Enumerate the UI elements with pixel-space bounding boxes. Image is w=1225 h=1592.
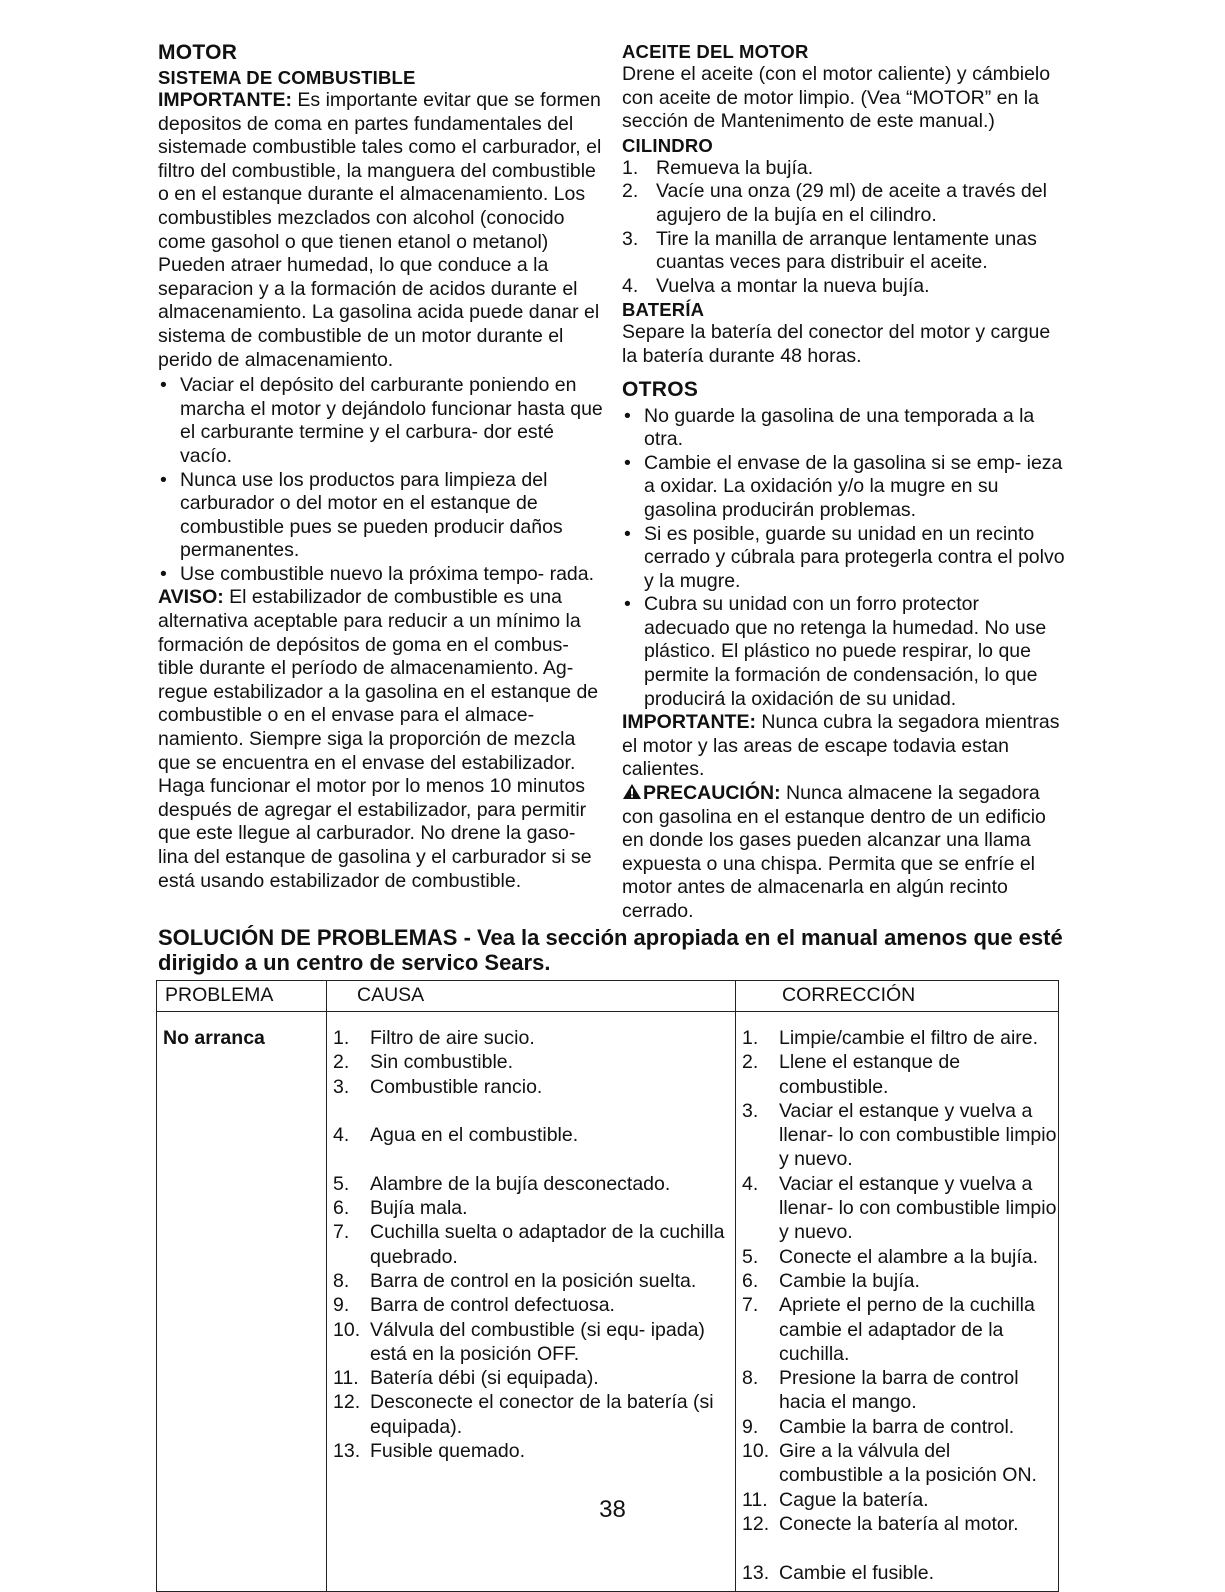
sistema-combustible-heading: SISTEMA DE COMBUSTIBLE — [158, 67, 416, 88]
list-item: • Use combustible nuevo la próxima tempo- rada. — [158, 563, 603, 587]
aviso-text: El estabilizador de combustible es una alternativa aceptable para reducir a un mínimo la formación de depósitos de goma en el combus- tible durante el período de almacenamiento. Ag- regue estabilizador a la gasolina en el estanque de combustible o en el envase para el almace- namiento. Siempre siga la proporción de mezcla que se encuentra en el envase del estabilizador. Haga funcionar el motor por lo menos 10 minutos después de agregar el estabilizador, para permitir que este llegue al carburador. No drene la gaso- lina del estanque de gasolina y el carburador si se está usando estabilizador de combustible. — [158, 586, 599, 892]
cause-item: 11. Batería débi (si equipada). — [333, 1367, 599, 1390]
correction-item: 3. Vaciar el estanque y vuelva a llenar- lo con combustible limpio y nuevo. — [742, 1099, 1057, 1171]
importante-text: Es importante evitar que se formen depositos de coma en partes fundamentales del sistemade combustible tales como el carburador, el filtro del combustible, la manguera del combustible o en el estanque durante el almacenamiento. Los combustibles mezclados con alcohol (conocido come gasohol o que tienen etanol o metanol) Pueden atraer humedad, lo que conduce a la separacion y a la formación de acidos durante el almacenamiento. La gasolina acida puede danar el sistema de combustible de un motor durante el perido de almacenamiento. — [158, 89, 602, 371]
cause-item: 1. Filtro de aire sucio. — [333, 1027, 535, 1049]
bateria-paragraph: Separe la batería del conector del motor y cargue la batería durante 48 horas. — [622, 321, 1051, 367]
warning-triangle-icon — [622, 783, 642, 800]
list-item: • Si es posible, guarde su unidad en un recinto cerrado y cúbrala para protegerla contra el polvo y la mugre. — [622, 523, 1067, 594]
correction-item: 4. Vaciar el estanque y vuelva a llenar- lo con combustible limpio y nuevo. — [742, 1172, 1057, 1244]
precaucion-text: Nunca almacene la segadora con gasolina en el estanque dentro de un edificio en donde los gases pueden alcanzar una llama expuesta o una chispa. Permita que se enfríe el motor antes de almacenarla en algún recinto cerrado. — [622, 782, 1046, 922]
cause-item: 6. Bujía mala. — [333, 1197, 468, 1220]
cause-item: 8. Barra de control en la posición suelta. — [333, 1269, 697, 1292]
correction-item: 2. Llene el estanque de combustible. — [742, 1051, 961, 1098]
left-column — [158, 40, 603, 893]
storage-bullet-list — [158, 374, 603, 586]
correction-item: 11. Cague la batería. — [742, 1488, 929, 1511]
correction-item: 12. Conecte la batería al motor. — [742, 1512, 1019, 1535]
correction-item: 7. Apriete el perno de la cuchilla cambie el adaptador de la cuchilla. — [742, 1294, 1035, 1365]
correction-item: 1. Limpie/cambie el filtro de aire. — [742, 1027, 1039, 1049]
list-item: 4. Vuelva a montar la nueva bujía. — [622, 274, 930, 297]
aceite-motor-heading: ACEITE DEL MOTOR — [622, 41, 809, 62]
right-column — [622, 40, 1067, 924]
page-number: 38 — [599, 1496, 626, 1523]
cilindro-heading: CILINDRO — [622, 134, 714, 156]
correction-item: 9. Cambie la barra de control. — [742, 1415, 1015, 1438]
column-header-problema: PROBLEMA — [157, 981, 327, 1012]
list-item: • Cambie el envase de la gasolina si se emp- ieza a oxidar. La oxidación y/o la mugre en su gasolina producirán problemas. — [622, 452, 1067, 523]
list-item: • No guarde la gasolina de una temporada a la otra. — [622, 405, 1067, 452]
cause-item: 3. Combustible rancio. — [333, 1075, 543, 1098]
list-item: • Nunca use los productos para limpieza del carburador o del motor en el estanque de combustible pues se pueden producir daños permanentes. — [158, 469, 603, 563]
correction-item: 13. Cambie el fusible. — [742, 1561, 934, 1584]
cause-item: 9. Barra de control defectuosa. — [333, 1294, 615, 1317]
cause-item: 12. Desconecte el conector de la batería (si equipada). — [333, 1391, 714, 1438]
list-item: 3. Tire la manilla de arranque lentamente unas cuantas veces para distribuir el aceite. — [622, 227, 1037, 274]
precaucion-paragraph — [622, 782, 1067, 924]
importante-cover-paragraph — [622, 711, 1067, 782]
cause-item: 13. Fusible quemado. — [333, 1440, 526, 1463]
precaucion-label: PRECAUCIÓN: — [643, 782, 781, 805]
aviso-paragraph — [158, 586, 603, 893]
cause-item: 10. Válvula del combustible (si equ- ipada) está en la posición OFF. — [333, 1318, 705, 1365]
list-item: • Vaciar el depósito del carburante poniendo en marcha el motor y dejándolo funcionar hasta que el carburante termine y el carbura- dor esté vacío. — [158, 374, 603, 468]
list-item: • Cubra su unidad con un forro protector adecuado que no retenga la humedad. No use plástico. El plástico no puede respirar, lo que permite la formación de condensación, lo que producirá la oxidación de su unidad. — [622, 593, 1067, 711]
importante-label: IMPORTANTE: — [158, 89, 292, 111]
motor-heading: MOTOR — [158, 41, 238, 64]
importante-text: Nunca cubra la segadora mientras el motor y las areas de escape todavia estan calientes. — [622, 711, 1060, 781]
correction-item: 5. Conecte el alambre a la bujía. — [742, 1245, 1039, 1268]
aceite-paragraph: Drene el aceite (con el motor caliente) y cámbielo con aceite de motor limpio. (Vea “MOTOR” en la sección de Mantenimento de este manual.) — [622, 63, 1051, 133]
problem-cell: No arranca — [157, 1012, 327, 1592]
list-item: 2. Vacíe una onza (29 ml) de aceite a través del agujero de la bujía en el cilindro. — [622, 180, 1047, 226]
cilindro-steps — [622, 157, 1067, 299]
otros-heading: OTROS — [622, 377, 699, 401]
troubleshooting-heading: SOLUCIÓN DE PROBLEMAS - Vea la sección apropiada en el manual amenos que esté dirigido a un centro de servico Sears. — [158, 925, 1063, 975]
cause-item: 7. Cuchilla suelta o adaptador de la cuchilla quebrado. — [333, 1221, 725, 1268]
cause-item: 2. Sin combustible. — [333, 1051, 514, 1074]
importante-label: IMPORTANTE: — [622, 711, 756, 734]
cause-item: 5. Alambre de la bujía desconectado. — [333, 1172, 671, 1195]
correction-item: 6. Cambie la bujía. — [742, 1269, 920, 1292]
list-item: 1. Remueva la bujía. — [622, 156, 814, 179]
column-header-causa: CAUSA — [327, 981, 736, 1012]
bateria-heading: BATERÍA — [622, 299, 705, 321]
otros-bullet-list — [622, 405, 1067, 712]
cause-item: 4. Agua en el combustible. — [333, 1124, 579, 1147]
table-header-row — [157, 981, 1059, 1012]
correction-item: 8. Presione la barra de control hacia el mango. — [742, 1367, 1019, 1414]
correction-item: 10. Gire a la válvula del combustible a la posición ON. — [742, 1440, 1037, 1487]
aviso-label: AVISO: — [158, 586, 224, 609]
column-header-correccion: CORRECCIÓN — [736, 981, 1059, 1012]
importante-paragraph — [158, 89, 603, 372]
